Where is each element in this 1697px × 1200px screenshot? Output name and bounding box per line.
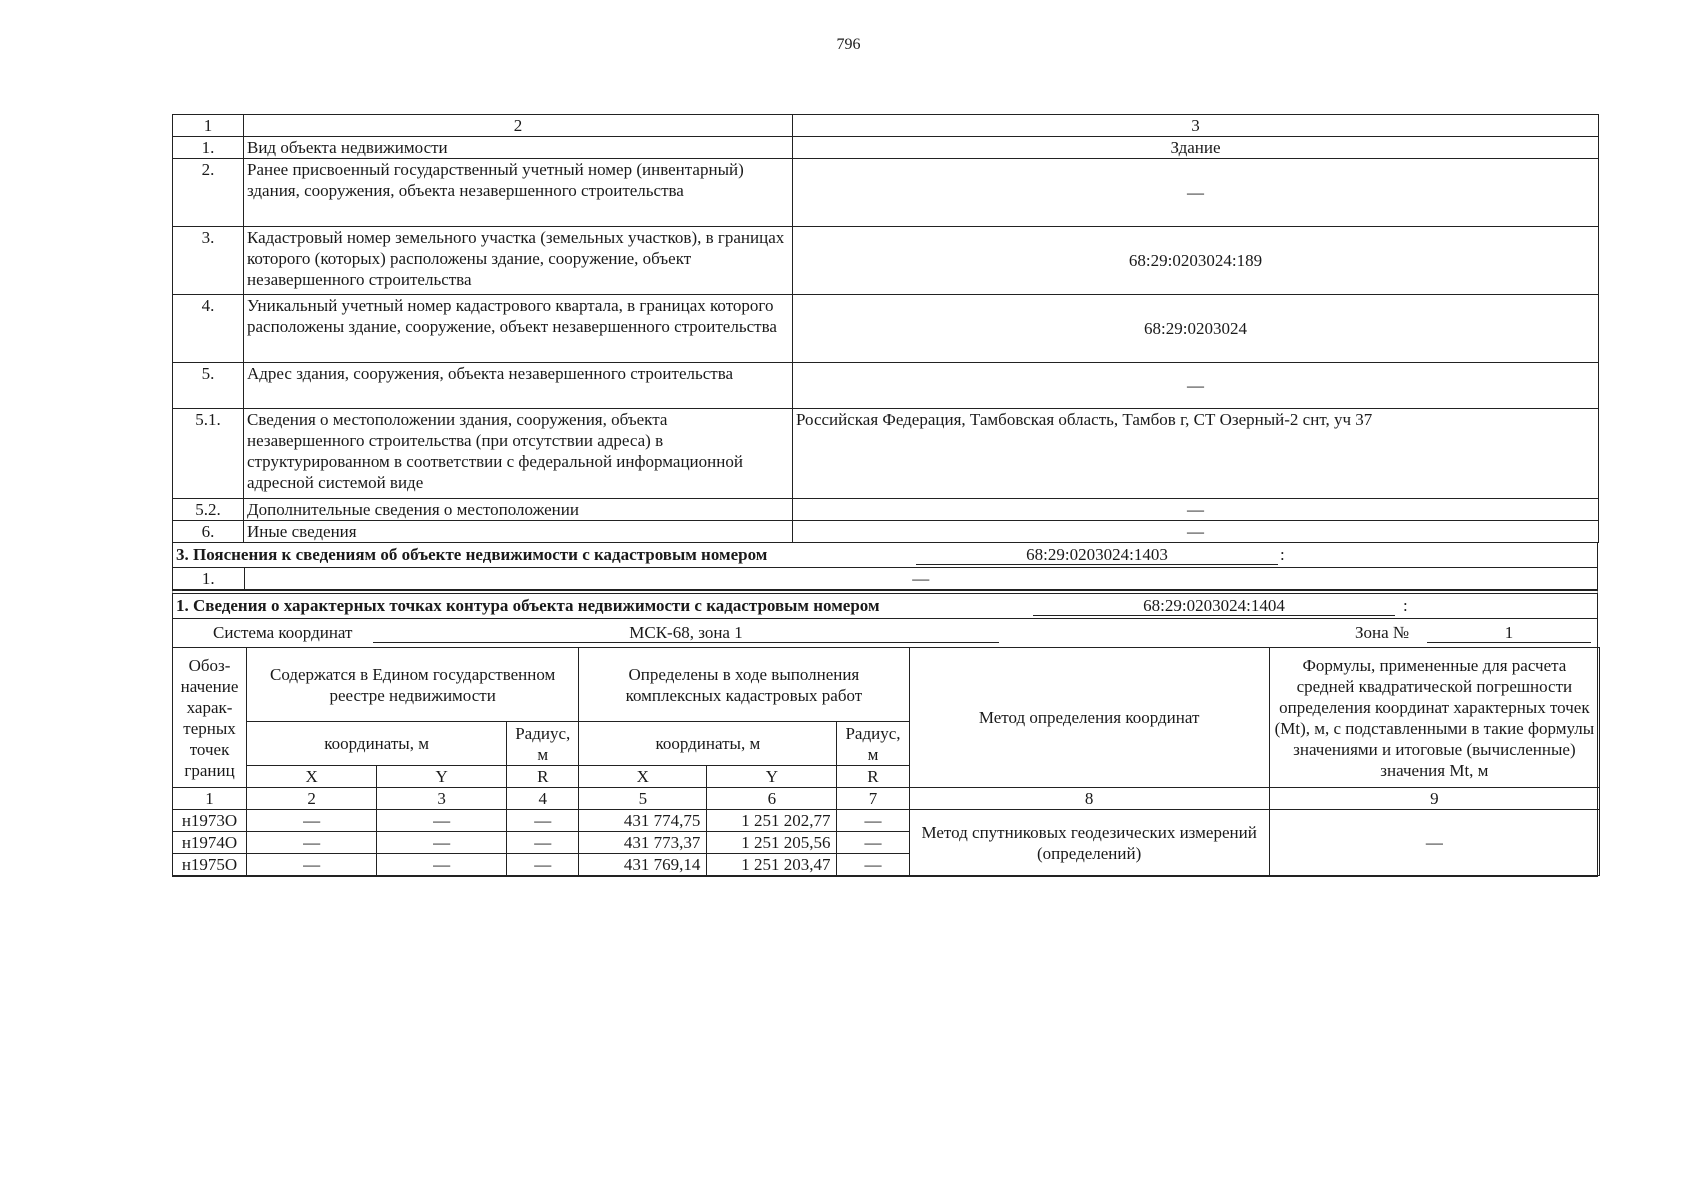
- kkr-header: Определены в ходе выполнения комплексных кадастровых работ: [579, 648, 909, 722]
- egrn-r: —: [507, 832, 579, 854]
- row-number: 4.: [173, 295, 244, 363]
- kkr-x: 431 774,75: [579, 810, 707, 832]
- point-id: н1974О: [173, 832, 247, 854]
- row-label: Вид объекта недвижимости: [244, 137, 793, 159]
- row-number: 5.: [173, 363, 244, 409]
- points-section: [172, 590, 1598, 877]
- formula-value: —: [1269, 810, 1599, 876]
- kkr-r: —: [837, 832, 909, 854]
- col-number: 1: [173, 115, 244, 137]
- point-id: н1975О: [173, 854, 247, 876]
- row-label: Ранее присвоенный государственный учетный номер (инвентарный) здания, сооружения, объекта незавершенного строительства: [244, 159, 793, 227]
- point-label-header: Обоз-начение харак-терных точек границ: [173, 648, 247, 788]
- col-number: 2: [244, 115, 793, 137]
- egrn-x: —: [247, 854, 377, 876]
- kkr-coords-header: координаты, м: [579, 722, 837, 766]
- explanations-table: [173, 567, 1597, 589]
- coord-system-label: Система координат: [213, 623, 353, 642]
- col-number: 1: [173, 788, 247, 810]
- kkr-r: —: [837, 854, 909, 876]
- col-number: 6: [707, 788, 837, 810]
- kkr-x: 431 773,37: [579, 832, 707, 854]
- col-number: 3: [793, 115, 1599, 137]
- egrn-y: —: [377, 810, 507, 832]
- section-title: 3. Пояснения к сведениям об объекте недвижимости с кадастровым номером: [176, 545, 768, 564]
- egrn-r: —: [507, 854, 579, 876]
- page-number: 796: [836, 36, 861, 53]
- y-header: Y: [377, 766, 507, 788]
- points-table: [172, 647, 1600, 876]
- r-header: R: [837, 766, 909, 788]
- table-row: [173, 363, 1599, 409]
- row-value: 68:29:0203024:189: [793, 227, 1599, 295]
- row-label: Сведения о местоположении здания, сооружения, объекта незавершенного строительства (при отсутствии адреса) в структурированном в соответствии с федеральной информационной адресной системой виде: [244, 409, 793, 499]
- row-value: 68:29:0203024: [793, 295, 1599, 363]
- coordinate-system-line: [173, 619, 1597, 647]
- row-number: 5.2.: [173, 499, 244, 521]
- egrn-coords-header: координаты, м: [247, 722, 507, 766]
- row-number: 2.: [173, 159, 244, 227]
- column-number-row: [173, 115, 1599, 137]
- y-header: Y: [707, 766, 837, 788]
- table-row: [173, 521, 1599, 543]
- table-row: [173, 810, 1600, 832]
- row-number: 1.: [173, 137, 244, 159]
- table-row: [173, 409, 1599, 499]
- formulas-header: Формулы, примененные для расчета средней квадратической погрешности определения координат характерных точек (Mt), м, с подставленными в такие формулы значениями и итоговые (вычисленные) значения Mt, м: [1269, 648, 1599, 788]
- x-header: X: [579, 766, 707, 788]
- row-value: —: [793, 521, 1599, 543]
- zone-label: Зона №: [1355, 623, 1410, 642]
- colon: :: [1403, 596, 1408, 615]
- document-sheet: [172, 114, 1598, 877]
- egrn-header: Содержатся в Едином государственном реестре недвижимости: [247, 648, 579, 722]
- row-label: Дополнительные сведения о местоположении: [244, 499, 793, 521]
- egrn-x: —: [247, 810, 377, 832]
- point-id: н1973О: [173, 810, 247, 832]
- section-header: [173, 594, 1597, 619]
- col-number: 5: [579, 788, 707, 810]
- col-number: 7: [837, 788, 909, 810]
- row-value: Российская Федерация, Тамбовская область, Тамбов г, СТ Озерный-2 снт, уч 37: [793, 409, 1599, 499]
- egrn-y: —: [377, 854, 507, 876]
- col-number: 8: [909, 788, 1269, 810]
- coord-system-value: МСК-68, зона 1: [373, 623, 999, 643]
- row-number: 6.: [173, 521, 244, 543]
- row-number: 1.: [173, 568, 244, 590]
- row-label: Кадастровый номер земельного участка (земельных участков), в границах которого (которых) расположены здание, сооружение, объект незавершенного строительства: [244, 227, 793, 295]
- egrn-radius-header: Радиус, м: [507, 722, 579, 766]
- table-row: [173, 137, 1599, 159]
- row-label: Уникальный учетный номер кадастрового квартала, в границах которого расположены здание, сооружение, объект незавершенного строительства: [244, 295, 793, 363]
- row-value: Здание: [793, 137, 1599, 159]
- method-header: Метод определения координат: [909, 648, 1269, 788]
- kkr-r: —: [837, 810, 909, 832]
- kkr-radius-header: Радиус, м: [837, 722, 909, 766]
- section-header: [173, 543, 1597, 568]
- r-header: R: [507, 766, 579, 788]
- kkr-y: 1 251 203,47: [707, 854, 837, 876]
- kkr-y: 1 251 205,56: [707, 832, 837, 854]
- kkr-y: 1 251 202,77: [707, 810, 837, 832]
- zone-value: 1: [1427, 623, 1591, 643]
- table-row: [173, 159, 1599, 227]
- cadastral-number: 68:29:0203024:1404: [1033, 596, 1395, 616]
- header-row: [173, 648, 1600, 722]
- colon: :: [1280, 545, 1285, 564]
- row-number: 3.: [173, 227, 244, 295]
- egrn-r: —: [507, 810, 579, 832]
- row-label: Адрес здания, сооружения, объекта незавершенного строительства: [244, 363, 793, 409]
- object-info-table: [172, 114, 1599, 543]
- method-value: Метод спутниковых геодезических измерений (определений): [909, 810, 1269, 876]
- table-row: [173, 227, 1599, 295]
- column-number-row: [173, 788, 1600, 810]
- table-row: [173, 499, 1599, 521]
- row-value: —: [244, 568, 1597, 590]
- explanations-section: [172, 543, 1598, 590]
- table-row: [173, 295, 1599, 363]
- row-number: 5.1.: [173, 409, 244, 499]
- section-title: 1. Сведения о характерных точках контура объекта недвижимости с кадастровым номером: [176, 596, 880, 615]
- table-row: [173, 568, 1597, 590]
- kkr-x: 431 769,14: [579, 854, 707, 876]
- row-value: —: [793, 363, 1599, 409]
- col-number: 3: [377, 788, 507, 810]
- col-number: 4: [507, 788, 579, 810]
- col-number: 9: [1269, 788, 1599, 810]
- col-number: 2: [247, 788, 377, 810]
- x-header: X: [247, 766, 377, 788]
- egrn-x: —: [247, 832, 377, 854]
- row-value: —: [793, 499, 1599, 521]
- egrn-y: —: [377, 832, 507, 854]
- row-value: —: [793, 159, 1599, 227]
- cadastral-number: 68:29:0203024:1403: [916, 545, 1278, 565]
- row-label: Иные сведения: [244, 521, 793, 543]
